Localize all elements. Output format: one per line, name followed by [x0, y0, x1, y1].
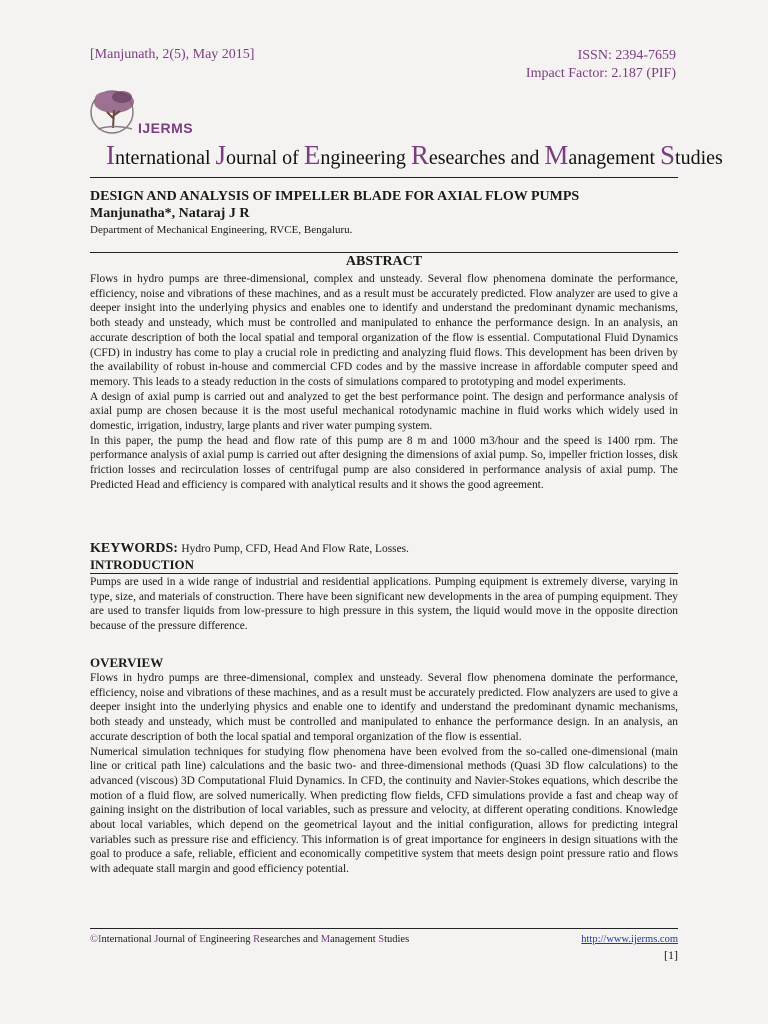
- journal-url-link[interactable]: http://www.ijerms.com: [581, 934, 678, 945]
- issn-header: [526, 47, 676, 83]
- paper-title: DESIGN AND ANALYSIS OF IMPELLER BLADE FOR AXIAL FLOW PUMPS: [90, 189, 580, 204]
- keywords-value: Hydro Pump, CFD, Head And Flow Rate, Losses.: [181, 543, 409, 555]
- abstract-paragraph: Flows in hydro pumps are three-dimensional, complex and unsteady. Several flow phenomena dominate the performance, efficiency, noise and vibrations of these machines, and as a result must be accurately predicted. Flow analyzer are used to give a deeper insight into the underlying physics and enables one to identify and understand the predominant dynamic mechanisms, both steady and unsteady, which must be controlled and manipulated to enhance the performance design. In an analysis, an accurate description of both the local spatial and temporal organization of the flow is essential. Computational Fluid Dynamics (CFD) in industry has come to play a crucial role in predicting and analyzing fluid flows. This development has been driven by the availability of robust in-house and commercial CFD codes and by the massive increase in affordable computer speed and memory. This leads to a steady reduction in the costs of simulations compared to prototyping and model experiments.: [90, 273, 678, 388]
- abstract-paragraph: In this paper, the pump the head and flow rate of this pump are 8 m and 1000 m3/hour and the speed is 1400 rpm. The performance analysis of axial pump is carried out after designing the dimensions of axial pump. So, impeller friction losses, disk friction losses and recirculation losses of centrifugal pump are also considered in performance analysis of axial pump. The Predicted Head and efficiency is compared with analytical results and it shows the good agreement.: [90, 434, 678, 491]
- title-word: anagement: [330, 934, 379, 945]
- issn: ISSN: 2394-7659: [577, 48, 676, 63]
- citation-header: [Manjunath, 2(5), May 2015]: [90, 47, 255, 62]
- title-initial: R: [410, 140, 429, 170]
- title-word: ournal of: [226, 147, 304, 169]
- keywords-label: KEYWORDS:: [90, 541, 178, 556]
- introduction-rule: [90, 573, 678, 574]
- title-word: nternational: [101, 934, 155, 945]
- title-initial: S: [660, 140, 676, 170]
- title-word: esearches and: [260, 934, 321, 945]
- abstract-heading: ABSTRACT: [345, 254, 423, 269]
- overview-paragraph: Numerical simulation techniques for studying flow phenomena have been evolved from the so-called one-dimensional (main line or critical path line) calculations and the basic two- and three-dimensional methods (Quasi 3D flow calculations) to the advanced (viscous) 3D Computational Fluid Dynamics. In CFD, the continuity and Navier-Stokes equations, which describe the motion of a fluid flow, are solved numerically. When predicting flow fields, CFD simulations provide a fast and cheap way of gaining insight on the distribution of local variables, such as pressure and velocity, at different operating conditions. Knowledge about local variables, which depend on the geometrical layout and the initial configuration, allows for predicting integral variables such as pressure rise and efficiency. This information is of great importance for engineers in design situations with the goal to produce a safe, reliable, efficient and economically competitive system that meets design point pressure ratio and flows with adequate stall margin and good efficiency potential.: [90, 745, 678, 876]
- copyright-symbol: ©: [90, 934, 98, 945]
- abstract-paragraph: A design of axial pump is carried out and analyzed to get the best performance point. The design and performance analysis of axial pump are chosen because it is the most useful mechanical rotodynamic machine in fluid works which widely used in domestic, irrigation, industry, large plants and river water pumping system.: [90, 390, 678, 433]
- overview-heading: OVERVIEW: [90, 655, 164, 670]
- impact-factor: Impact Factor: 2.187 (PIF): [525, 66, 676, 81]
- header-divider: [90, 177, 678, 178]
- logo-text: IJERMS: [138, 120, 194, 136]
- title-word: nternational: [115, 147, 216, 169]
- title-initial: M: [544, 140, 569, 170]
- footer-divider: [90, 928, 678, 929]
- title-initial: I: [106, 140, 115, 170]
- keywords: [90, 541, 409, 557]
- title-initial: S: [378, 934, 385, 945]
- page-number: [1]: [664, 948, 678, 962]
- title-word: ournal of: [158, 934, 200, 945]
- title-word: ngineering: [320, 147, 411, 169]
- paper-department: Department of Mechanical Engineering, RVCE, Bengaluru.: [90, 224, 353, 236]
- overview-body: [90, 671, 678, 877]
- title-word: tudies: [675, 147, 723, 169]
- title-word: anagement: [568, 147, 660, 169]
- paper-authors: Manjunatha*, Nataraj J R: [90, 206, 250, 221]
- journal-title: [106, 140, 723, 171]
- abstract-top-rule: [90, 252, 678, 253]
- footer-journal-name: [98, 934, 409, 945]
- title-initial: E: [303, 140, 321, 170]
- title-word: tudies: [384, 934, 410, 945]
- title-initial: R: [253, 934, 261, 945]
- title-word: ngineering: [205, 934, 254, 945]
- title-initial: M: [320, 934, 331, 945]
- journal-logo: [88, 84, 208, 144]
- introduction-paragraph: Pumps are used in a wide range of industrial and residential applications. Pumping equipment is extremely diverse, varying in type, size, and materials of construction. There have been significant new developments in the area of pumping equipment. They are used to transfer liquids from low-pressure to high pressure in this system, the liquid would move in the opposite direction because of the pressure difference.: [90, 576, 678, 633]
- title-initial: J: [215, 140, 227, 170]
- title-initial: E: [199, 934, 206, 945]
- title-initial: I: [97, 934, 102, 945]
- abstract-body: [90, 272, 678, 493]
- introduction-body: [90, 575, 678, 634]
- introduction-heading: INTRODUCTION: [90, 557, 195, 572]
- title-word: esearches and: [428, 147, 545, 169]
- overview-paragraph: Flows in hydro pumps are three-dimensional, complex and unsteady. Several flow phenomena dominate the performance, efficiency, noise and vibrations of these machines, and as a result must be accurately predicted. Flow analyzers are used to give a deeper insight into the underlying physics and enable one to identify and understand the predominant dynamic mechanisms, both steady and unsteady, which must be controlled and manipulated to enhance the performance design. In an analysis, an accurate description of both the local spatial and temporal organization of the flow is essential.: [90, 672, 678, 743]
- footer-journal: [90, 934, 409, 945]
- title-initial: J: [154, 934, 159, 945]
